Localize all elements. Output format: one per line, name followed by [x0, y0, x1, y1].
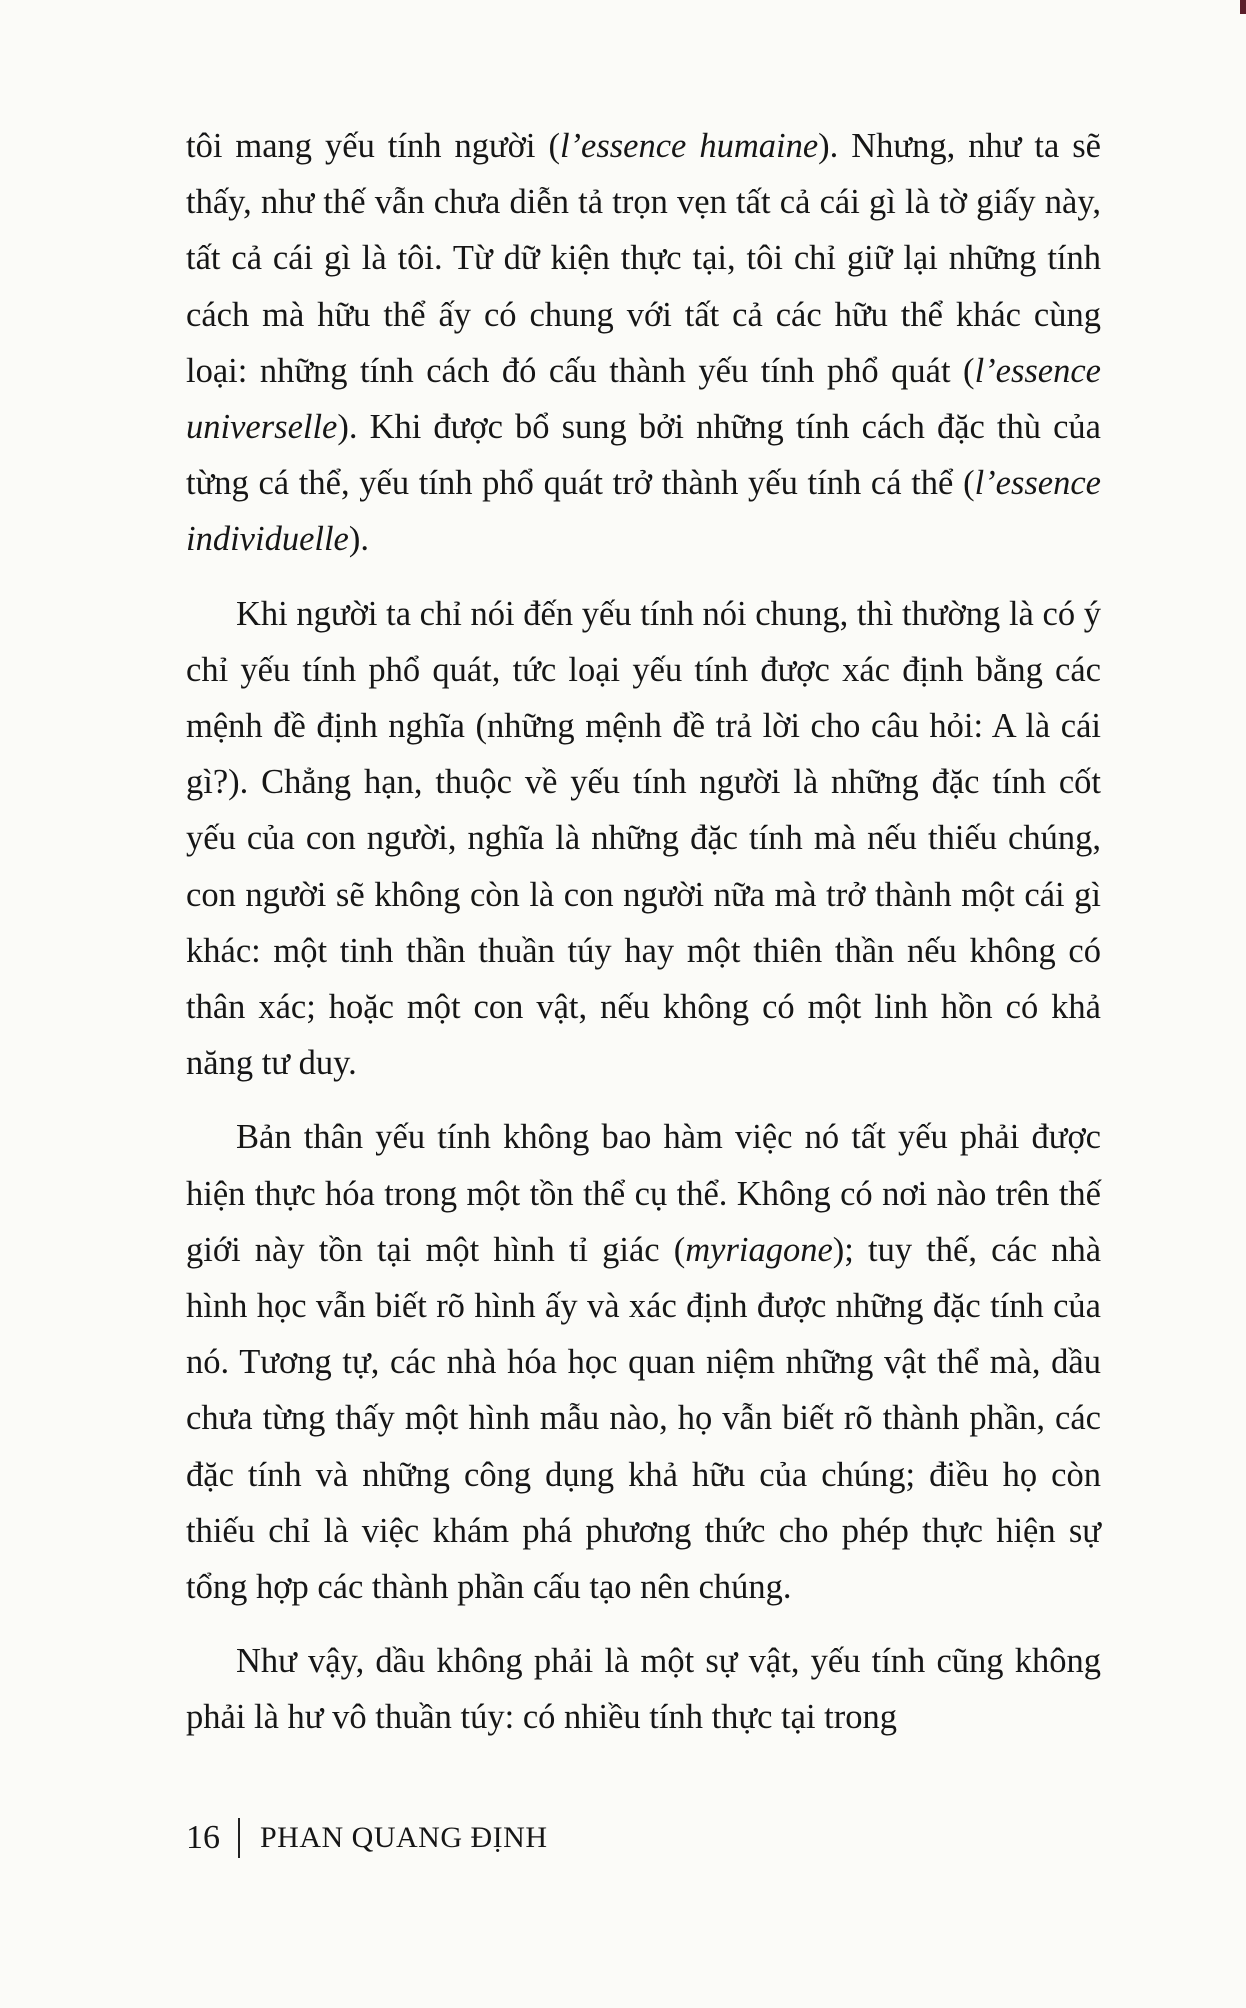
- text-run: Như vậy, dầu không phải là một sự vật, yếu tính cũng không phải là hư vô thuần túy: có nhiều tính thực tại trong: [186, 1642, 1101, 1737]
- italic-term: myriagone: [685, 1230, 833, 1269]
- page-edge-mark: [1240, 0, 1246, 14]
- text-run: Khi người ta chỉ nói đến yếu tính nói chung, thì thường là có ý chỉ yếu tính phổ quát, tức loại yếu tính được xác định bằng các mệnh đề định nghĩa (những mệnh đề trả lời cho câu hỏi: A là cái gì?). Chẳng hạn, thuộc về yếu tính người là những đặc tính cốt yếu của con người, nghĩa là những đặc tính mà nếu thiếu chúng, con người sẽ không còn là con người nữa mà trở thành một cái gì khác: một tinh thần thuần túy hay một thiên thần nếu không có thân xác; hoặc một con vật, nếu không có một linh hồn có khả năng tư duy.: [186, 594, 1101, 1083]
- body-paragraph: [186, 1109, 1101, 1615]
- footer-divider: [238, 1818, 240, 1858]
- text-run: Bản thân yếu tính không bao hàm việc nó tất yếu phải được hiện thực hóa trong một tồn thể cụ thể. Không có nơi nào trên thế giới này tồn tại một hình tỉ giác (: [186, 1118, 1101, 1269]
- text-run: tôi mang yếu tính người (: [186, 127, 560, 165]
- text-run: ). Nhưng, như ta sẽ thấy, như thế vẫn chưa diễn tả trọn vẹn tất cả cái gì là tờ giấy này, tất cả cái gì là tôi. Từ dữ kiện thực tại, tôi chỉ giữ lại những tính cách mà hữu thể ấy có chung với tất cả các hữu thể khác cùng loại: những tính cách đó cấu thành yếu tính phổ quát (: [186, 127, 1101, 390]
- italic-term: l’essence individuelle: [186, 464, 1101, 559]
- body-paragraph: [186, 586, 1101, 1092]
- text-run: ). Khi được bổ sung bởi những tính cách đặc thù của từng cá thể, yếu tính phổ quát trở thành yếu tính cá thể (: [186, 408, 1101, 503]
- text-run: ).: [348, 520, 369, 559]
- page-number: 16: [186, 1819, 220, 1856]
- body-paragraph: [186, 1633, 1101, 1745]
- page-footer: [186, 1818, 548, 1858]
- italic-term: l’essence universelle: [186, 351, 1101, 447]
- text-run: ); tuy thế, các nhà hình học vẫn biết rõ hình ấy và xác định được những đặc tính của nó. Tương tự, các nhà hóa học quan niệm những vật thể mà, dầu chưa từng thấy một hình mẫu nào, họ vẫn biết rõ thành phần, các đặc tính và những công dụng khả hữu của chúng; điều họ còn thiếu chỉ là việc khám phá phương thức cho phép thực hiện sự tổng hợp các thành phần cấu tạo nên chúng.: [186, 1230, 1102, 1607]
- italic-term: l’essence humaine: [559, 127, 819, 165]
- body-paragraph: [186, 118, 1101, 568]
- page-body: [186, 118, 1101, 1746]
- author-name: PHAN QUANG ĐỊNH: [260, 1821, 548, 1854]
